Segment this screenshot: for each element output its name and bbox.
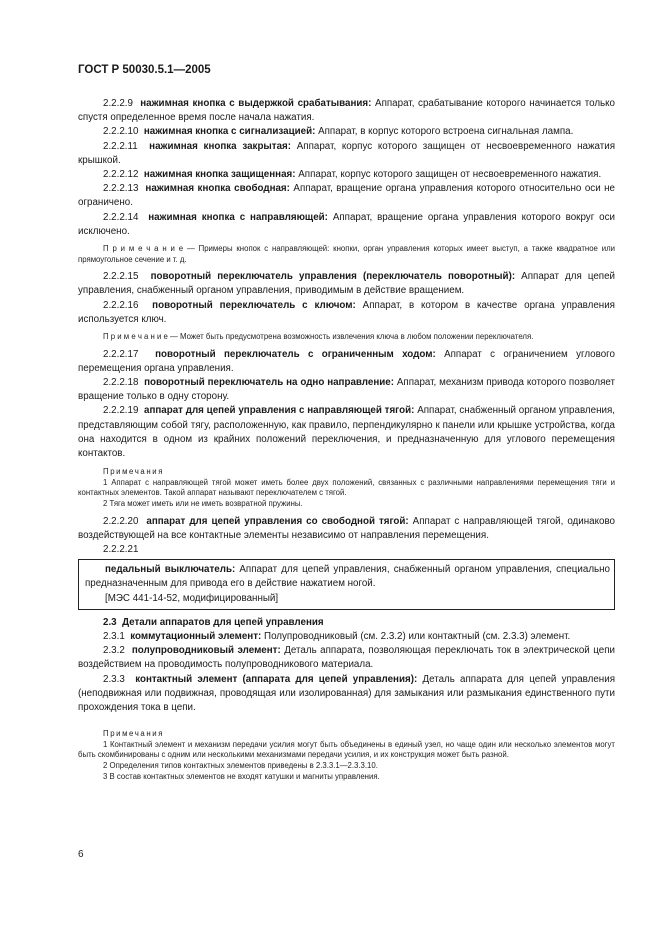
definition-2-2-2-14 xyxy=(78,211,615,239)
term: коммутационный элемент: xyxy=(130,631,262,643)
definition-2-2-2-20 xyxy=(78,515,615,543)
clause-number: 2.3.2 xyxy=(103,645,125,657)
clause-number: 2.2.2.13 xyxy=(103,183,139,195)
clause-number: 2.2.2.12 xyxy=(103,169,139,181)
boxed-definition-text xyxy=(85,563,610,591)
section-heading xyxy=(78,616,615,630)
definition-2-2-2-16 xyxy=(78,299,615,327)
note-buttons-guide xyxy=(78,244,615,265)
note-key-switch xyxy=(78,332,615,343)
definition-text: Аппарат с ограничением углового перемещения органа управления. xyxy=(78,348,615,374)
term: нажимная кнопка с направляющей: xyxy=(148,211,328,223)
definition-text: Аппарат, корпус которого защищен от несвоевременного нажатия крышкой. xyxy=(78,140,615,166)
clause-number: 2.2.2.11 xyxy=(103,140,138,152)
clause-number: 2.2.2.18 xyxy=(103,377,139,389)
definition-2-2-2-12 xyxy=(78,168,615,182)
clause-number: 2.2.2.16 xyxy=(103,299,139,311)
note-item: 2 Определения типов контактных элементов приведены в 2.3.3.1—2.3.3.10. xyxy=(103,761,378,771)
definition-text: Деталь аппарата, позволяющая переключать ток в электрической цепи воздействием на проводимость полупроводникового материала. xyxy=(78,645,615,671)
clause-number: 2.2.2.20 xyxy=(103,515,139,527)
document-header: ГОСТ Р 50030.5.1—2005 xyxy=(78,64,211,76)
page-number: 6 xyxy=(78,849,84,860)
section-number: 2.3 xyxy=(103,616,117,628)
term: аппарат для цепей управления со свободной тягой: xyxy=(146,515,409,527)
definition-2-3-1 xyxy=(78,630,615,644)
term: нажимная кнопка закрытая: xyxy=(149,140,292,152)
clause-number: 2.2.2.15 xyxy=(103,271,139,283)
definition-text: Аппарат, вращение органа управления которого вокруг оси исключено. xyxy=(78,211,615,237)
term: нажимная кнопка с сигнализацией: xyxy=(143,126,316,138)
definition-2-3-2 xyxy=(78,644,615,672)
definition-text: Аппарат, механизм привода которого позволяет вращение только в одну сторону. xyxy=(78,377,615,403)
clause-2-2-2-21: 2.2.2.21 xyxy=(103,544,139,556)
term: поворотный переключатель управления (переключатель поворотный): xyxy=(150,271,516,283)
definition-text: Аппарат, в корпус которого встроена сигнальная лампа. xyxy=(318,126,574,138)
definition-2-2-2-13 xyxy=(78,182,615,210)
definition-2-3-3 xyxy=(78,673,615,716)
clause-number: 2.2.2.19 xyxy=(103,405,139,417)
notes-title: Примечания xyxy=(103,467,165,477)
section-title: Детали аппаратов для цепей управления xyxy=(122,616,324,628)
term: поворотный переключатель с ключом: xyxy=(152,299,356,311)
note-text: Может быть предусмотрена возможность извлечения ключа в любом положении переключателя. xyxy=(180,332,534,342)
term: педальный выключатель: xyxy=(105,564,236,576)
note-label: П р и м е ч а н и е — xyxy=(103,244,195,254)
definition-2-2-2-19 xyxy=(78,404,615,461)
term: нажимная кнопка защищенная: xyxy=(143,169,296,181)
clause-number: 2.2.2.17 xyxy=(103,348,139,360)
definition-2-2-2-17 xyxy=(78,348,615,376)
term: нажимная кнопка свободная: xyxy=(145,183,290,195)
term: поворотный переключатель с ограниченным ходом: xyxy=(155,348,436,360)
term: нажимная кнопка с выдержкой срабатывания: xyxy=(140,98,372,109)
boxed-definition xyxy=(78,559,615,610)
definition-2-2-2-9 xyxy=(78,97,615,125)
clause-number: 2.3.1 xyxy=(103,631,125,643)
definition-text: Аппарат, срабатывание которого начинается только спустя определенное время после начала нажатия. xyxy=(78,98,615,124)
clause-number: 2.3.3 xyxy=(103,673,125,685)
note-text: Примеры кнопок с направляющей: кнопки, орган управления которых имеет выступ, а также квадратное или прямоугольное сечение и т. д. xyxy=(78,244,615,264)
note-item: 2 Тяга может иметь или не иметь возвратной пружины. xyxy=(103,499,303,509)
clause-number: 2.2.2.10 xyxy=(103,126,139,138)
definition-text: Аппарат, в котором в качестве органа управления используется ключ. xyxy=(78,299,615,325)
definition-text: Аппарат, снабженный органом управления, представляющим собой тягу, расположенную, как правило, перпендикулярно к панели или крышке устройства, когда она находится в одном из крайних положений переключения, и предназначенную для углового перемещения контактов. xyxy=(78,405,615,460)
definition-2-2-2-11 xyxy=(78,140,615,168)
note-item: 3 В состав контактных элементов не входят катушки и магниты управления. xyxy=(103,771,380,781)
note-item: 1 Контактный элемент и механизм передачи усилия могут быть объединены в единый узел, но чаще один или несколько элементов могут быть скомбинированы с одним или несколькими механизмами передачи усилия, и их конструкция может быть разной. xyxy=(78,739,615,760)
clause-number: 2.2.2.14 xyxy=(103,211,139,223)
note-label: П р и м е ч а н и е — xyxy=(103,332,178,342)
definition-2-2-2-10 xyxy=(78,125,615,139)
source-reference: [МЭС 441-14-52, модифицированный] xyxy=(105,592,279,604)
definition-text: Аппарат для цепей управления, снабженный органом управления, приводимым в действие вращением. xyxy=(78,271,615,297)
term: контактный элемент (аппарата для цепей управления): xyxy=(135,673,418,685)
clause-number: 2.2.2.9 xyxy=(103,98,133,109)
term: полупроводниковый элемент: xyxy=(131,645,281,657)
definition-text: Аппарат, корпус которого защищен от несвоевременного нажатия. xyxy=(298,169,602,181)
note-item: 1 Аппарат с направляющей тягой может иметь более двух положений, связанных с различными направлениями перемещения тяги и контактных элементов. Такой аппарат называют переключателем с тягой. xyxy=(78,477,615,498)
definition-text: Полупроводниковый (см. 2.3.2) или контактный (см. 2.3.3) элемент. xyxy=(264,631,571,643)
definition-text: Аппарат с направляющей тягой, одинаково воздействующей на все контактные элементы независимо от направления перемещения. xyxy=(78,515,615,541)
notes-title: Примечания xyxy=(103,729,165,739)
definition-2-2-2-18 xyxy=(78,376,615,404)
definition-text: Аппарат, вращение органа управления которого относительно оси не ограничено. xyxy=(78,183,616,209)
document-body xyxy=(78,97,615,782)
definition-text: Аппарат для цепей управления, снабженный органом управления, специально предназначенным для привода его в действие нажатием ногой. xyxy=(85,564,611,590)
definition-2-2-2-15 xyxy=(78,270,615,298)
term: поворотный переключатель на одно направление: xyxy=(144,377,394,389)
definition-text: Деталь аппарата для цепей управления (неподвижная или подвижная, проводящая или изолированная) для замыкания или размыкания единственного пути прохождения тока в цепи. xyxy=(78,673,615,714)
term: аппарат для цепей управления с направляющей тягой: xyxy=(144,405,415,417)
